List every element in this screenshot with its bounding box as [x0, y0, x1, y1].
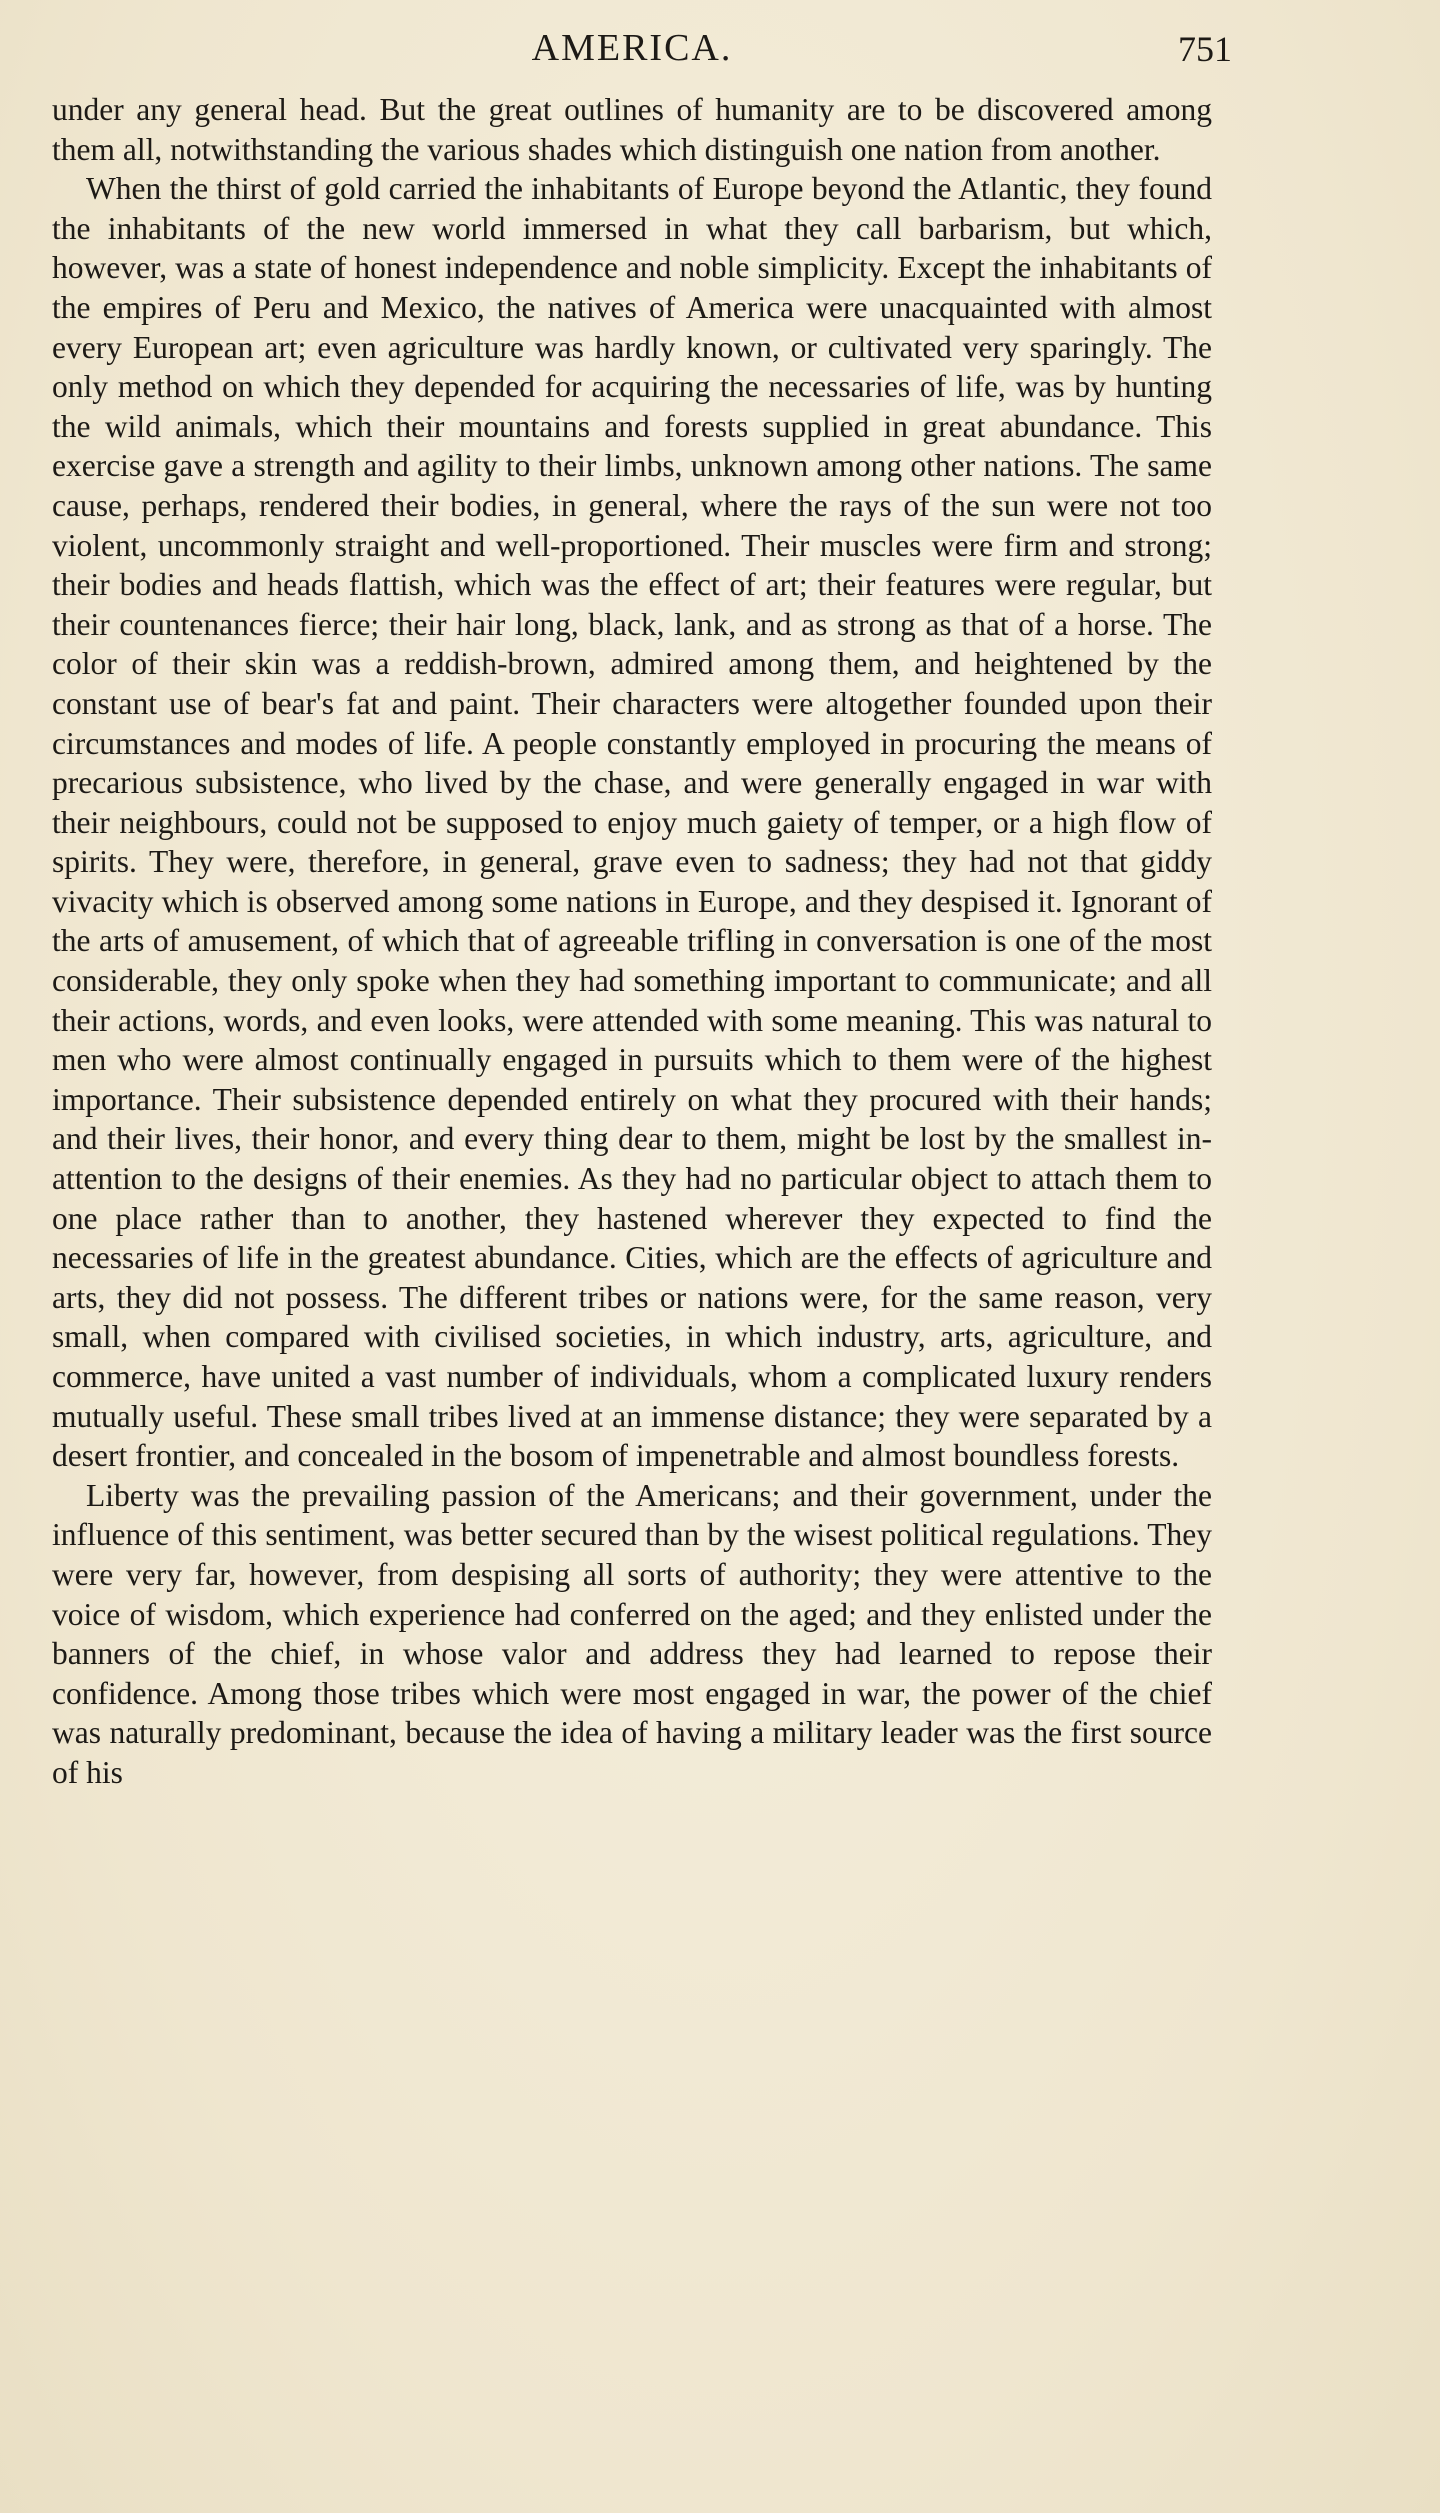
running-title: AMERICA.	[531, 27, 733, 69]
running-head	[52, 20, 1232, 76]
page-number: 751	[1178, 29, 1232, 69]
book-page	[52, 20, 1232, 1793]
paragraph-natives-description: When the thirst of gold carried the inhabitants of Europe beyond the Atlantic, they found the inhabitants of the new world immersed in what they call barbarism, but which, however, was a state of honest independence and noble simplicity. Except the inhabitants of the empires of Peru and Mexico, the natives of America were unacquainted with almost every European art; even agriculture was hardly known, or cultivated very sparingly. The only method on which they depended for acquiring the necessaries of life, was by hunting the wild animals, which their mountains and forests supplied in great abundance. This exercise gave a strength and agility to their limbs, unknown among other nations. The same cause, perhaps, rendered their bodies, in general, where the rays of the sun were not too violent, uncommonly straight and well-proportioned. Their muscles were firm and strong; their bodies and heads flattish, which was the effect of art; their features were regular, but their countenances fierce; their hair long, black, lank, and as strong as that of a horse. The color of their skin was a reddish-brown, admired among them, and heightened by the constant use of bear's fat and paint. Their characters were altogether founded upon their circumstances and modes of life. A people constantly employed in procuring the means of precarious subsistence, who lived by the chase, and were generally engaged in war with their neighbours, could not be supposed to enjoy much gaiety of temper, or a high flow of spirits. They were, therefore, in general, grave even to sadness; they had not that giddy vivacity which is observed among some nations in Europe, and they despised it. Ignorant of the arts of amusement, of which that of agreeable trifling in conversation is one of the most considerable, they only spoke when they had something important to communicate; and all their actions, words, and even looks, were attended with some meaning. This was natural to men who were almost continually engaged in pursuits which to them were of the highest importance. Their subsistence depended entirely on what they procured with their hands; and their lives, their honor, and every thing dear to them, might be lost by the smallest inattention to the designs of their enemies. As they had no particular object to attach them to one place rather than to another, they hastened wherever they expected to find the necessaries of life in the greatest abundance. Cities, which are the effects of agriculture and arts, they did not possess. The different tribes or nations were, for the same reason, very small, when compared with civilised societies, in which industry, arts, agriculture, and commerce, have united a vast number of individuals, whom a complicated luxury renders mutually useful. These small tribes lived at an immense distance; they were separated by a desert frontier, and concealed in the bosom of impenetrable and almost boundless forests.	[52, 171, 1212, 1474]
paragraph-liberty: Liberty was the prevailing passion of the Americans; and their government, under the influence of this sentiment, was better secured than by the wisest political regulations. They were very far, however, from despising all sorts of authority; they were attentive to the voice of wisdom, which experience had conferred on the aged; and they enlisted under the banners of the chief, in whose valor and address they had learned to repose their confidence. Among those tribes which were most engaged in war, the power of the chief was naturally predominant, because the idea of having a military leader was the first source of his	[52, 1477, 1212, 1790]
body-text	[52, 90, 1212, 1793]
paragraph-continuation: under any general head. But the great outlines of humanity are to be discovered among them all, notwithstanding the various shades which distinguish one nation from another.	[52, 92, 1212, 167]
